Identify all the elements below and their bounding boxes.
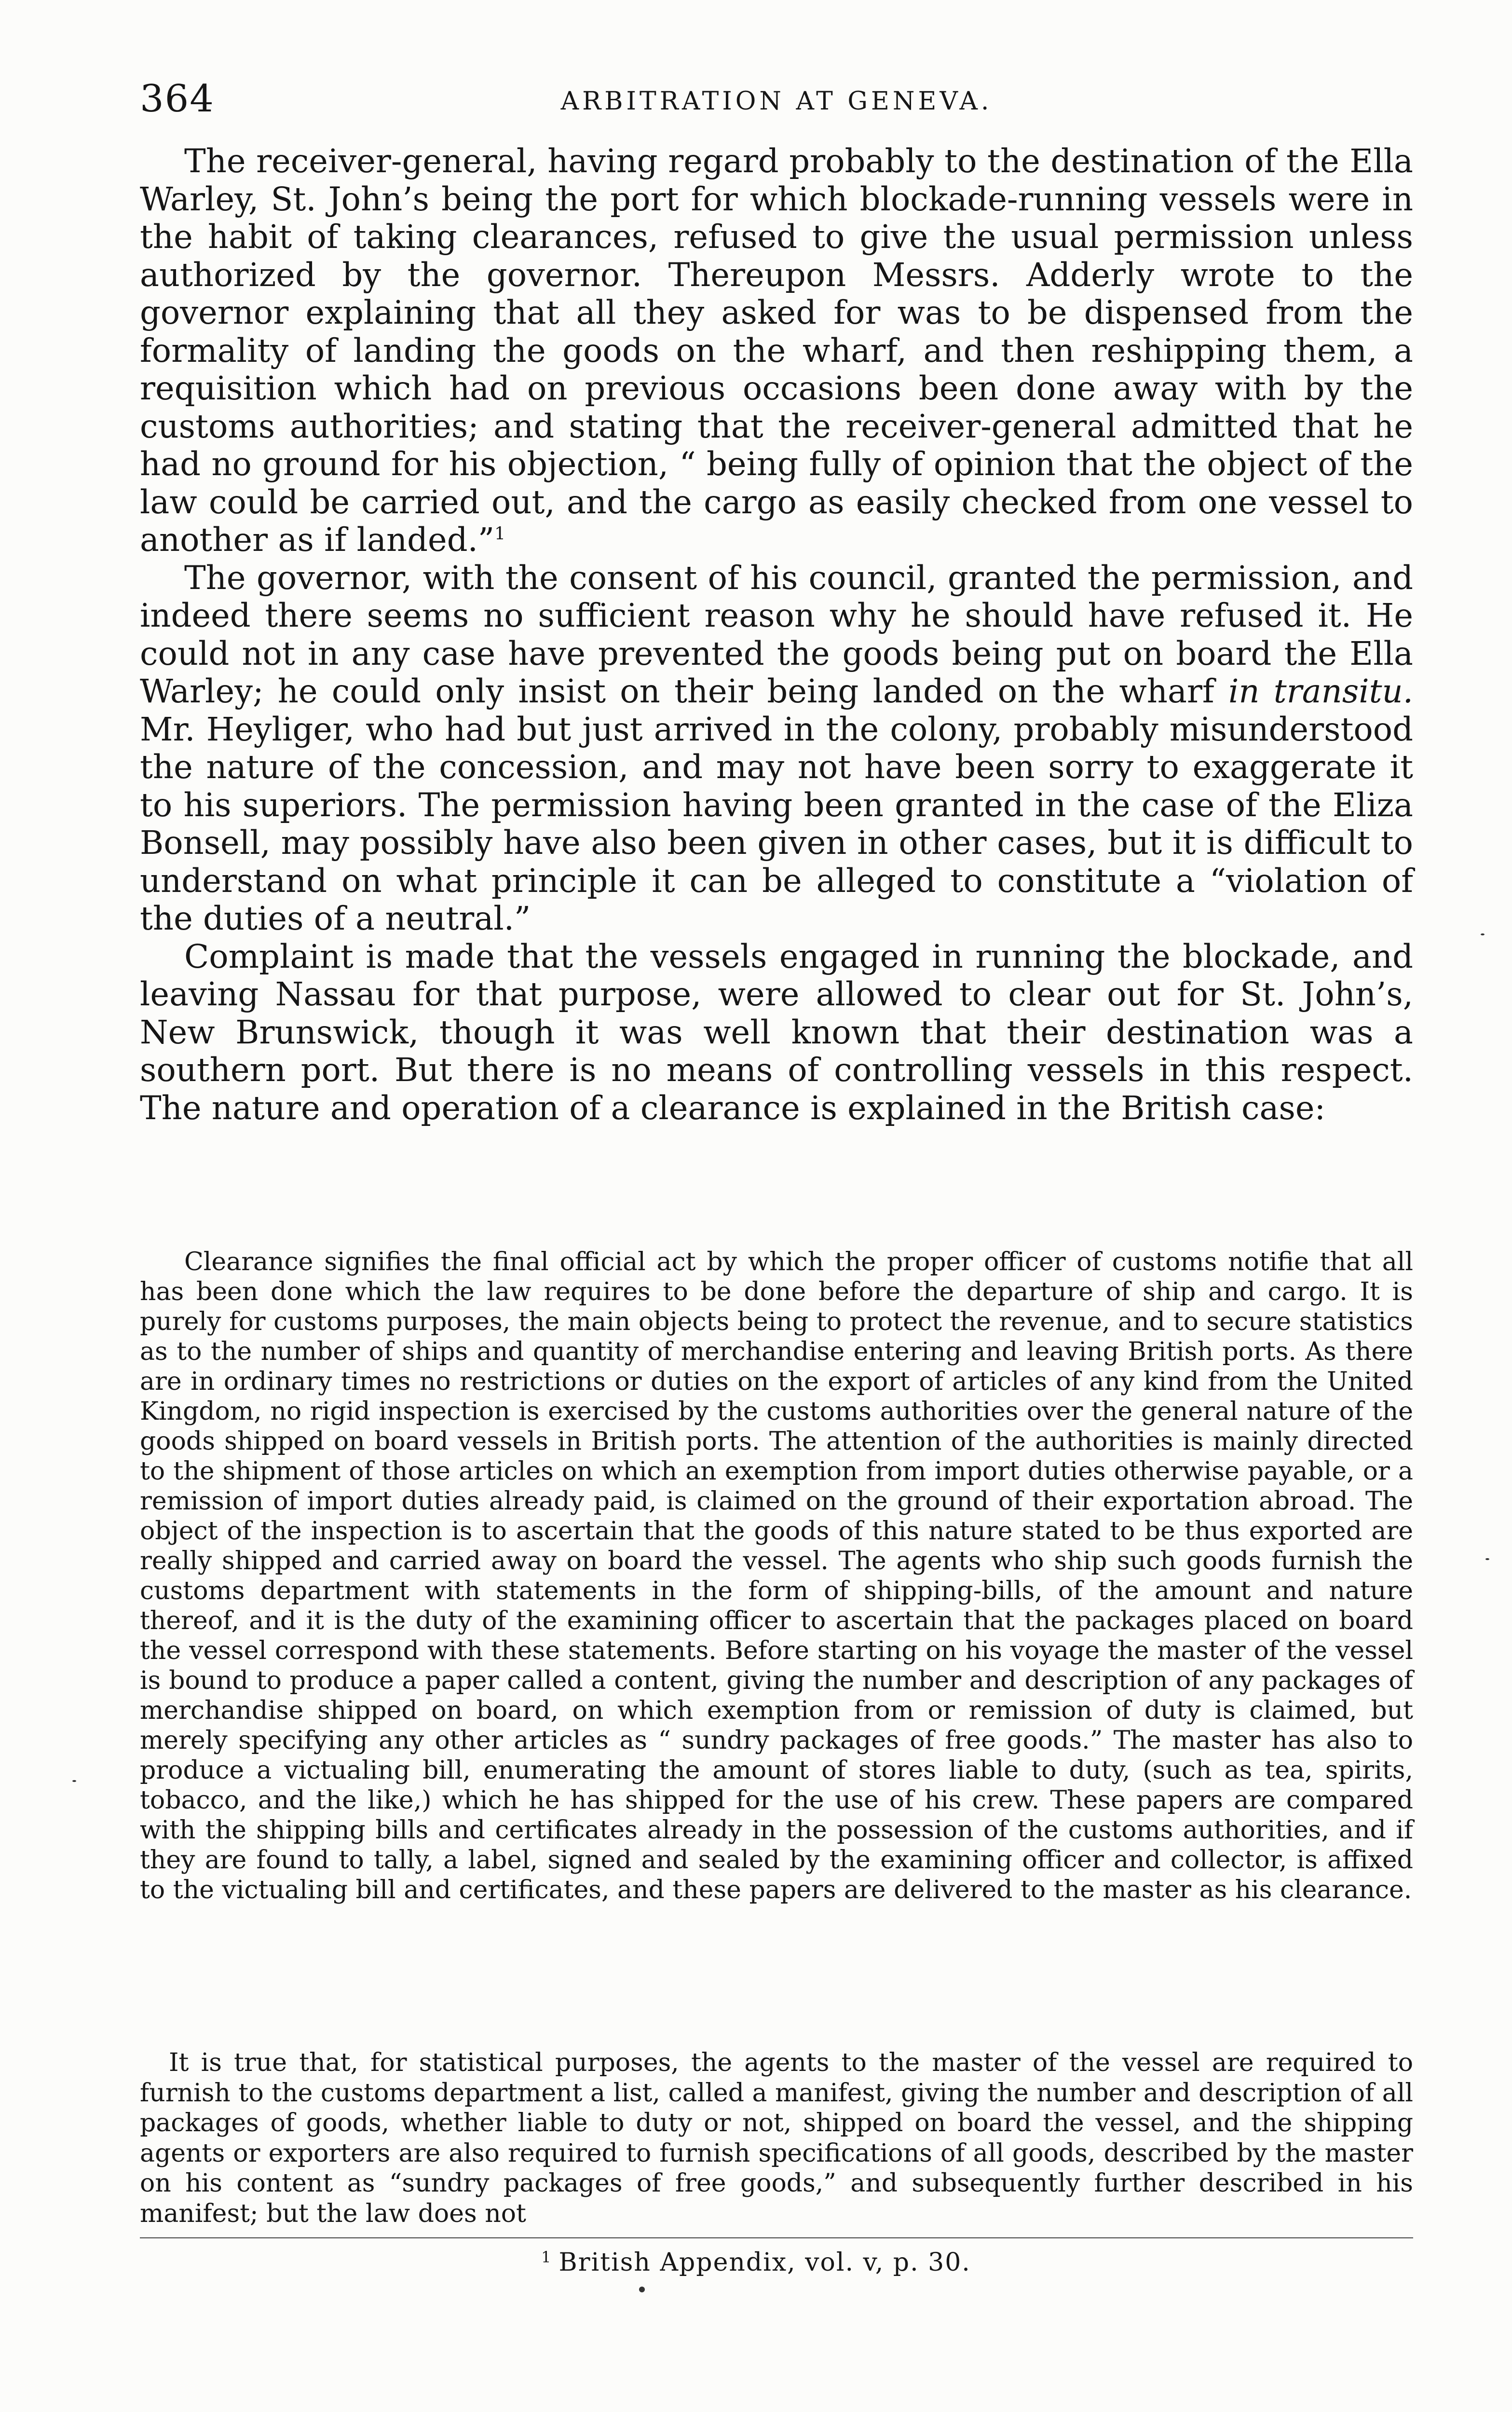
paragraph-text: The receiver-general, having regard probably to the destination of the Ella Warley, St. John’s being the port for which blockade-running vessels were in the habit of taking clearances, refused to give the usual permission unless authorized by the governor. Thereupon Messrs. Adderly wrote to the governor explaining that all they asked for was to be dispensed from the formality of landing the goods on the wharf, and then reshipping them, a requisition which had on previous occasions been done away with by the customs authorities; and stating that the receiver-general admitted that he had no ground for his objection, “ being fully of opinion that the object of the law could be carried out, and the cargo as easily checked from one vessel to another as if landed.”: [140, 142, 1413, 559]
footnote: [0, 2248, 1512, 2277]
print-speck: [639, 2287, 645, 2292]
page-header: [140, 77, 1413, 130]
extract-paragraph-manifest: It is true that, for statistical purposes, the agents to the master of the vessel are required to furnish to the customs department a list, called a manifest, giving the number and description of all packages of goods, whether liable to duty or not, shipped on board the vessel, and the shipping agents or exporters are also required to furnish specifications of all goods, described by the master on his content as “sundry packages of free goods,” and subsequently further described in his manifest; but the law does not: [140, 2048, 1413, 2228]
print-speck: [1481, 933, 1485, 935]
paragraph-text: Mr. Heyliger, who had but just arrived in the colony, probably misunderstood the nature of the concession, and may not have been sorry to exaggerate it to his superiors. The permission having been granted in the case of the Eliza Bonsell, may possibly have also been given in other cases, but it is difficult to understand on what principle it can be alleged to constitute a “violation of the duties of a neutral.”: [140, 710, 1413, 937]
paragraph-clearance-complaint: Complaint is made that the vessels engaged in running the blockade, and leaving Nassau for that purpose, were allowed to clear out for St. John’s, New Brunswick, though it was well known that their destination was a southern port. But there is no means of controlling vessels in this respect. The nature and operation of a clearance is explained in the British case:: [140, 937, 1413, 1127]
paragraph-text: The governor, with the consent of his council, granted the permission, and indeed there seems no sufficient reason why he should have refused it. He could not in any case have prevented the goods being put on board the Ella Warley; he could only insist on their being landed on the wharf: [140, 559, 1413, 710]
quoted-extract-continued: [140, 2048, 1413, 2229]
quoted-extract: [140, 1247, 1413, 1905]
paragraph-governor-permission: [140, 559, 1413, 938]
extract-paragraph-clearance: Clearance signifies the final official act by which the proper officer of customs notifie that all has been done which the law requires to be done before the departure of ship and cargo. It is purely for customs purposes, the main objects being to protect the revenue, and to secure statistics as to the number of ships and quantity of merchandise entering and leaving British ports. As there are in ordinary times no restrictions or duties on the export of articles of any kind from the United Kingdom, no rigid inspection is exercised by the customs authorities over the general nature of the goods shipped on board vessels in British ports. The attention of the authorities is mainly directed to the shipment of those articles on which an exemption from import duties otherwise payable, or a remission of import duties already paid, is claimed on the ground of their exportation abroad. The object of the inspection is to ascertain that the goods of this nature stated to be thus exported are really shipped and carried away on board the vessel. The agents who ship such goods furnish the customs department with statements in the form of shipping-bills, of the amount and nature thereof, and it is the duty of the examining officer to ascertain that the packages placed on board the vessel correspond with these statements. Before starting on his voyage the master of the vessel is bound to produce a paper called a content, giving the number and description of any packages of merchandise shipped on board, on which exemption from or remission of duty is claimed, but merely specifying any other articles as “ sundry packages of free goods.” The master has also to produce a victualing bill, enumerating the amount of stores liable to duty, (such as tea, spirits, tobacco, and the like,) which he has shipped for the use of his crew. These papers are compared with the shipping bills and certificates already in the possession of the customs authorities, and if they are found to tally, a label, signed and sealed by the examining officer and collector, is affixed to the victualing bill and certificates, and these papers are delivered to the master as his clearance.: [140, 1247, 1413, 1905]
running-head: ARBITRATION AT GENEVA.: [560, 87, 993, 116]
paragraph-receiver-general: [140, 142, 1413, 559]
page-number: 364: [140, 77, 215, 121]
footnote-rule: [140, 2237, 1413, 2238]
italic-term: in transitu.: [1228, 672, 1414, 710]
footnote-reference: 1: [494, 524, 506, 544]
footnote-text: British Appendix, vol. v, p. 30.: [558, 2248, 971, 2277]
print-speck: [1485, 1558, 1489, 1560]
footnote-mark: 1: [541, 2248, 552, 2266]
print-speck: [72, 1780, 76, 1782]
main-text: [140, 142, 1413, 1127]
